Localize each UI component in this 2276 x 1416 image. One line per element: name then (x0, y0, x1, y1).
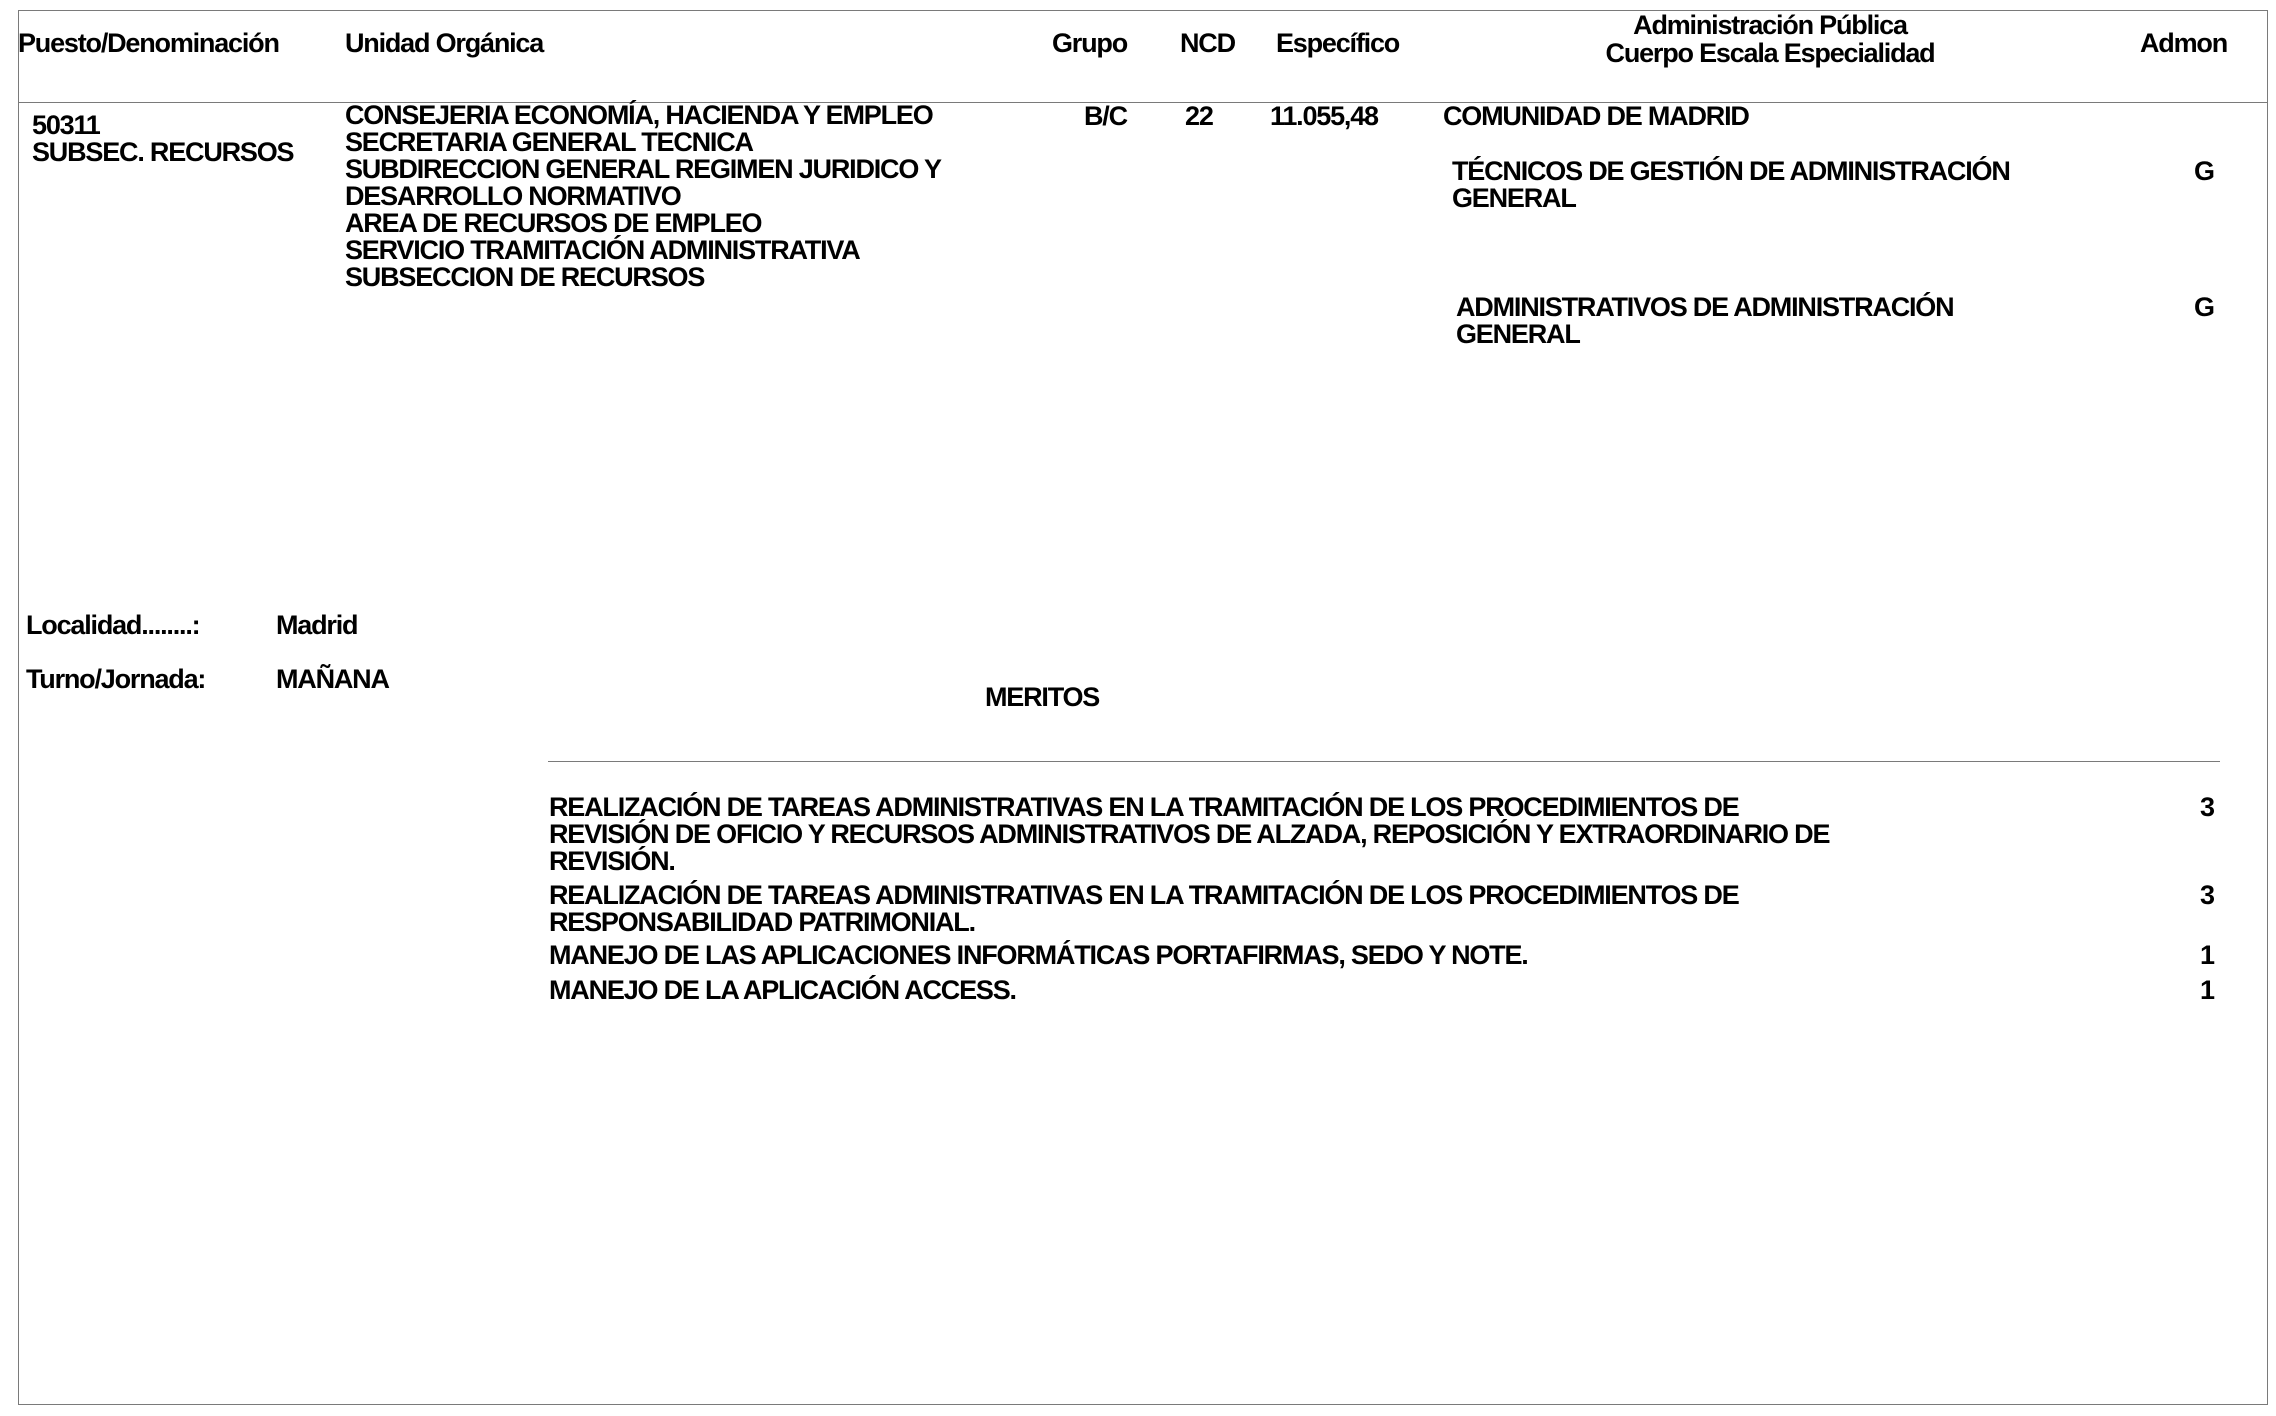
turno-label: Turno/Jornada: (26, 664, 206, 694)
meritos-title: MERITOS (985, 682, 1100, 712)
merito-line: MANEJO DE LA APLICACIÓN ACCESS. (549, 975, 1016, 1005)
puesto-ncd: 22 (1185, 101, 1213, 131)
merito-line: MANEJO DE LAS APLICACIONES INFORMÁTICAS PORTAFIRMAS, SEDO Y NOTE. (549, 940, 1528, 970)
unidad-organica (345, 102, 941, 291)
unidad-organica-line: AREA DE RECURSOS DE EMPLEO (345, 208, 762, 238)
merito-item-2 (549, 882, 1739, 936)
merito-item-1 (549, 794, 1829, 875)
localidad-label: Localidad........: (26, 610, 200, 640)
cuerpo-2 (1456, 294, 1953, 348)
puesto-administracion: COMUNIDAD DE MADRID (1443, 101, 1749, 131)
cuerpo-1 (1452, 158, 2010, 212)
merito-3-points: 1 (2200, 940, 2214, 970)
merito-line: RESPONSABILIDAD PATRIMONIAL. (549, 907, 975, 937)
header-unidad-organica: Unidad Orgánica (345, 28, 544, 58)
header-administracion-publica: Administración Pública (1633, 10, 1907, 40)
turno-value: MAÑANA (276, 664, 389, 694)
unidad-organica-line: SUBDIRECCION GENERAL REGIMEN JURIDICO Y (345, 154, 941, 184)
puesto-grupo: B/C (1084, 101, 1127, 131)
merito-line: REALIZACIÓN DE TAREAS ADMINISTRATIVAS EN LA TRAMITACIÓN DE LOS PROCEDIMIENTOS DE (549, 792, 1739, 822)
meritos-divider (548, 761, 2220, 762)
unidad-organica-line: CONSEJERIA ECONOMÍA, HACIENDA Y EMPLEO (345, 100, 933, 130)
unidad-organica-line: SUBSECCION DE RECURSOS (345, 262, 705, 292)
merito-2-points: 3 (2200, 880, 2214, 910)
header-admon: Admon (2140, 28, 2227, 58)
puesto-especifico: 11.055,48 (1270, 101, 1378, 131)
cuerpo-2-admon: G (2194, 292, 2214, 322)
merito-line: REALIZACIÓN DE TAREAS ADMINISTRATIVAS EN LA TRAMITACIÓN DE LOS PROCEDIMIENTOS DE (549, 880, 1739, 910)
header-ncd: NCD (1180, 28, 1235, 58)
cuerpo-1-line2: GENERAL (1452, 183, 1576, 213)
puesto-denominacion: SUBSEC. RECURSOS (32, 137, 294, 167)
merito-line: REVISIÓN. (549, 846, 675, 876)
cuerpo-2-line1: ADMINISTRATIVOS DE ADMINISTRACIÓN (1456, 292, 1954, 322)
puesto-codigo: 50311 (32, 110, 100, 140)
cuerpo-2-line2: GENERAL (1456, 319, 1580, 349)
unidad-organica-line: SERVICIO TRAMITACIÓN ADMINISTRATIVA (345, 235, 860, 265)
unidad-organica-line: DESARROLLO NORMATIVO (345, 181, 681, 211)
localidad-value: Madrid (276, 610, 358, 640)
unidad-organica-line: SECRETARIA GENERAL TECNICA (345, 127, 753, 157)
merito-1-points: 3 (2200, 792, 2214, 822)
merito-item-4 (549, 977, 1016, 1004)
merito-item-3 (549, 942, 1528, 969)
header-cuerpo-escala-especialidad: Cuerpo Escala Especialidad (1605, 38, 1935, 68)
cuerpo-1-admon: G (2194, 156, 2214, 186)
merito-4-points: 1 (2200, 975, 2214, 1005)
cuerpo-1-line1: TÉCNICOS DE GESTIÓN DE ADMINISTRACIÓN (1452, 156, 2010, 186)
header-grupo: Grupo (1052, 28, 1127, 58)
header-puesto: Puesto/Denominación (18, 28, 279, 58)
merito-line: REVISIÓN DE OFICIO Y RECURSOS ADMINISTRATIVOS DE ALZADA, REPOSICIÓN Y EXTRAORDINARIO DE (549, 819, 1830, 849)
header-especifico: Específico (1276, 28, 1400, 58)
